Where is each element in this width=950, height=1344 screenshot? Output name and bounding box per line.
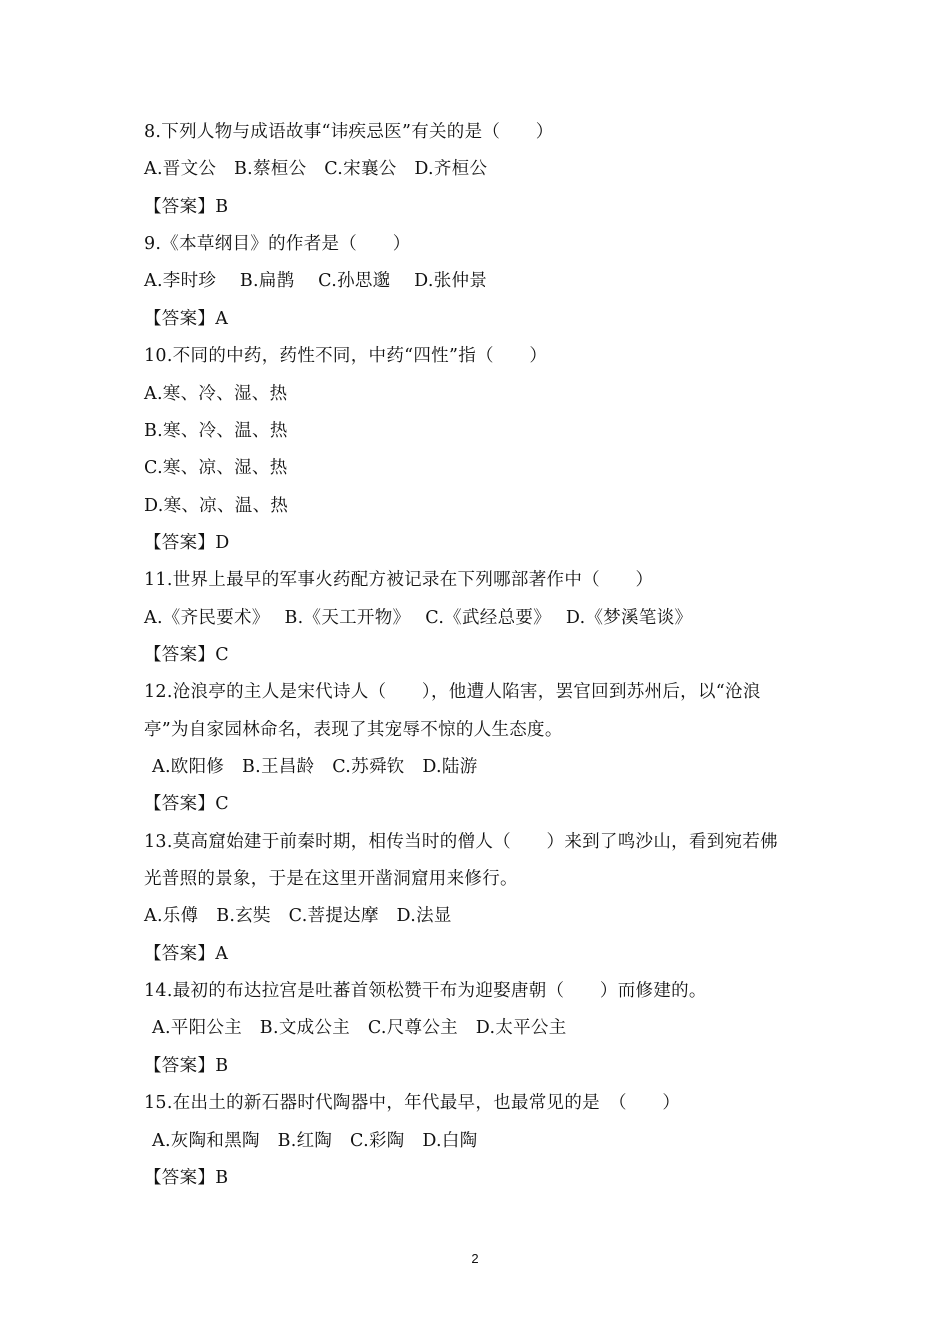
question-11-answer: 【答案】C [144, 645, 229, 665]
question-10: 10.不同的中药，药性不同，中药“四性”指（ ） [144, 346, 548, 366]
question-13-line-1: 13.莫高窟始建于前秦时期，相传当时的僧人（ ）来到了鸣沙山，看到宛若佛 [144, 832, 778, 852]
question-12-line-1: 12.沧浪亭的主人是宋代诗人（ ），他遭人陷害，罢官回到苏州后，以“沧浪 [144, 682, 761, 702]
question-14: 14.最初的布达拉宫是吐蕃首领松赞干布为迎娶唐朝（ ）而修建的。 [144, 981, 707, 1001]
question-8-answer: 【答案】B [144, 197, 229, 217]
question-10-answer: 【答案】D [144, 533, 230, 553]
question-8: 8.下列人物与成语故事“讳疾忌医”有关的是（ ） [144, 122, 554, 142]
question-15-answer: 【答案】B [144, 1168, 229, 1188]
question-9: 9.《本草纲目》的作者是（ ） [144, 234, 411, 254]
question-15-options: A.灰陶和黑陶 B.红陶 C.彩陶 D.白陶 [152, 1131, 478, 1151]
question-10-option-b: B.寒、冷、温、热 [144, 421, 288, 441]
question-11: 11.世界上最早的军事火药配方被记录在下列哪部著作中（ ） [144, 570, 654, 590]
question-14-answer: 【答案】B [144, 1056, 229, 1076]
question-11-options: A.《齐民要术》 B.《天工开物》 C.《武经总要》 D.《梦溪笔谈》 [144, 608, 693, 628]
question-10-option-d: D.寒、凉、温、热 [144, 496, 289, 516]
question-13-options: A.乐僔 B.玄奘 C.菩提达摩 D.法显 [144, 906, 452, 926]
question-8-options: A.晋文公 B.蔡桓公 C.宋襄公 D.齐桓公 [144, 159, 488, 179]
question-12-options: A.欧阳修 B.王昌龄 C.苏舜钦 D.陆游 [152, 757, 478, 777]
question-9-options: A.李时珍 B.扁鹊 C.孙思邈 D.张仲景 [144, 271, 488, 291]
question-10-option-c: C.寒、凉、湿、热 [144, 458, 288, 478]
question-10-option-a: A.寒、冷、湿、热 [144, 384, 288, 404]
question-13-answer: 【答案】A [144, 944, 229, 964]
question-9-answer: 【答案】A [144, 309, 229, 329]
question-14-options: A.平阳公主 B.文成公主 C.尺尊公主 D.太平公主 [152, 1018, 567, 1038]
question-15: 15.在出土的新石器时代陶器中，年代最早，也最常见的是 （ ） [144, 1093, 681, 1113]
page-number: 2 [471, 1251, 479, 1266]
question-12-line-2: 亭”为自家园林命名，表现了其宠辱不惊的人生态度。 [144, 720, 563, 740]
question-12-answer: 【答案】C [144, 794, 229, 814]
question-13-line-2: 光普照的景象，于是在这里开凿洞窟用来修行。 [144, 869, 518, 889]
